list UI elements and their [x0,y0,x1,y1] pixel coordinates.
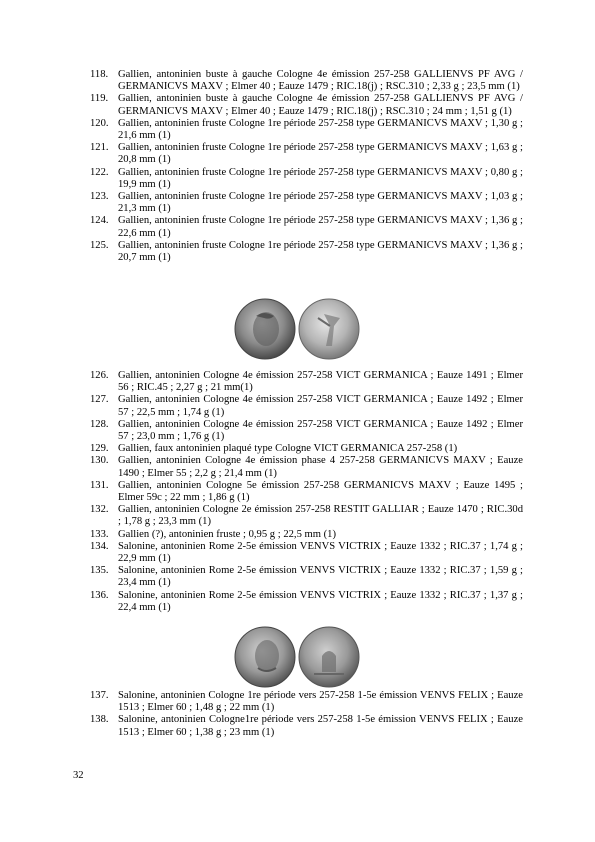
page-number: 32 [73,770,84,781]
catalogue-entry [72,590,523,614]
entry-number: 129. [90,443,109,455]
catalogue-entry [72,419,523,443]
catalogue-entry [72,191,523,215]
catalogue-entry [72,215,523,239]
entry-text: Salonine, antoninien Cologne 1re période vers 257-258 1-5e émission VENVS FELIX ; Eauze 1513 ; Elmer 60 ; 1,48 g ; 22 mm (1) [118,690,523,714]
entry-text: Salonine, antoninien Rome 2-5e émission VENVS VICTRIX ; Eauze 1332 ; RIC.37 ; 1,59 g ; 23,4 mm (1) [118,565,523,589]
entry-number: 125. [90,239,109,251]
catalogue-entry [72,714,523,738]
entry-text: Gallien, antoninien fruste Cologne 1re période 257-258 type GERMANICVS MAXV ; 0,80 g ; 19,9 mm (1) [118,166,523,190]
catalogue-entry [72,394,523,418]
entry-number: 136. [90,589,109,601]
entry-text: Salonine, antoninien Rome 2-5e émission VENVS VICTRIX ; Eauze 1332 ; RIC.37 ; 1,74 g ; 22,9 mm (1) [118,540,523,565]
entry-number: 135. [90,565,109,577]
entry-text: Salonine, antoninien Rome 2-5e émission VENVS VICTRIX ; Eauze 1332 ; RIC.37 ; 1,37 g ; 22,4 mm (1) [118,589,523,613]
catalogue-entry [72,240,523,264]
entry-text: Gallien, antoninien fruste Cologne 1re période 257-258 type GERMANICVS MAXV ; 1,63 g ; 20,8 mm (1) [118,142,523,166]
coin-reverse [299,299,359,359]
entry-text: Gallien, antoninien fruste Cologne 1re période 257-258 type GERMANICVS MAXV ; 1,03 g ; 21,3 mm (1) [118,191,523,215]
entry-number: 124. [90,215,109,227]
entry-number: 134. [90,540,109,552]
catalogue-entry [72,167,523,191]
entry-text: Gallien, antoninien Cologne 4e émission phase 4 257-258 GERMANICVS MAXV ; Eauze 1490 ; Elmer 55 ; 2,2 g ; 21,4 mm (1) [118,455,523,479]
entry-text: Gallien, antoninien Cologne 4e émission 257-258 VICT GERMANICA ; Eauze 1492 ; Elmer 57 ; 23,0 mm ; 1,76 g (1) [118,418,523,443]
entry-text: Gallien, antoninien Cologne 5e émission 257-258 GERMANICVS MAXV ; Eauze 1495 ; Elmer 59c ; 22 mm ; 1,86 g (1) [118,479,523,504]
entry-number: 123. [90,191,109,203]
entry-text: Salonine, antoninien Cologne1re période vers 257-258 1-5e émission VENVS FELIX ; Eauze 1513 ; Elmer 60 ; 1,38 g ; 23 mm (1) [118,714,523,738]
entry-number: 118. [90,69,109,80]
catalogue-entry [72,541,523,565]
catalogue-entry [72,443,523,455]
catalogue-entry [72,455,523,479]
entry-text: Gallien, antoninien fruste Cologne 1re période 257-258 type GERMANICVS MAXV ; 1,36 g ; 22,6 mm (1) [118,215,523,239]
entry-text: Gallien, antoninien Cologne 2e émission 257-258 RESTIT GALLIAR ; Eauze 1470 ; RIC.30d ; 1,78 g ; 23,3 mm (1) [118,504,523,528]
entry-number: 128. [90,418,109,430]
entry-text: Gallien, antoninien Cologne 4e émission 257-258 VICT GERMANICA ; Eauze 1492 ; Elmer 57 ; 22,5 mm ; 1,74 g (1) [118,394,523,418]
entry-number: 137. [90,690,109,701]
catalogue-entry [72,529,523,541]
entry-text: Gallien, antoninien fruste Cologne 1re période 257-258 type GERMANICVS MAXV ; 1,36 g ; 20,7 mm (1) [118,239,523,264]
entry-number: 133. [90,528,109,540]
entry-number: 127. [90,394,109,406]
coin-photo-salonine [234,624,360,694]
catalogue-entry [72,480,523,504]
catalogue-entry [72,142,523,166]
entry-number: 121. [90,142,109,154]
entry-number: 138. [90,714,109,726]
entry-number: 120. [90,117,109,129]
entries-group-1 [72,69,523,264]
catalogue-entry [72,118,523,142]
entry-text: Gallien, antoninien buste à gauche Cologne 4e émission 257-258 GALLIENVS PF AVG / GERMANICVS MAXV ; Elmer 40 ; Eauze 1479 ; RIC.18(j) ; RSC.310 ; 2,33 g ; 23,5 mm (1) [118,69,523,93]
catalogue-entry [72,504,523,528]
entry-number: 122. [90,166,109,178]
entries-group-2 [72,370,523,614]
entry-number: 119. [90,93,109,105]
entry-text: Gallien, faux antoninien plaqué type Cologne VICT GERMANICA 257-258 (1) [118,443,458,455]
entry-text: Gallien, antoninien fruste Cologne 1re période 257-258 type GERMANICVS MAXV ; 1,30 g ; 21,6 mm (1) [118,117,523,142]
catalogue-entry [72,93,523,117]
catalogue-entry [72,690,523,714]
entry-number: 131. [90,479,109,491]
catalogue-entry [72,370,523,394]
entries-group-3 [72,690,523,739]
catalogue-entry [72,565,523,589]
entry-text: Gallien, antoninien buste à gauche Cologne 4e émission 257-258 GALLIENVS PF AVG / GERMANICVS MAXV ; Elmer 40 ; Eauze 1479 ; RIC.18(j) ; RSC.310 ; 24 mm ; 1,51 g (1) [118,93,523,117]
entry-text: Gallien, antoninien Cologne 4e émission 257-258 VICT GERMANICA ; Eauze 1491 ; Elmer 56 ; RIC.45 ; 2,27 g ; 21 mm(1) [118,370,523,394]
coin-photo-gallien [234,296,360,366]
entry-text: Gallien (?), antoninien fruste ; 0,95 g ; 22,5 mm (1) [118,528,337,540]
entry-number: 126. [90,370,109,381]
catalogue-entry [72,69,523,93]
entry-number: 130. [90,455,109,467]
entry-number: 132. [90,504,109,516]
